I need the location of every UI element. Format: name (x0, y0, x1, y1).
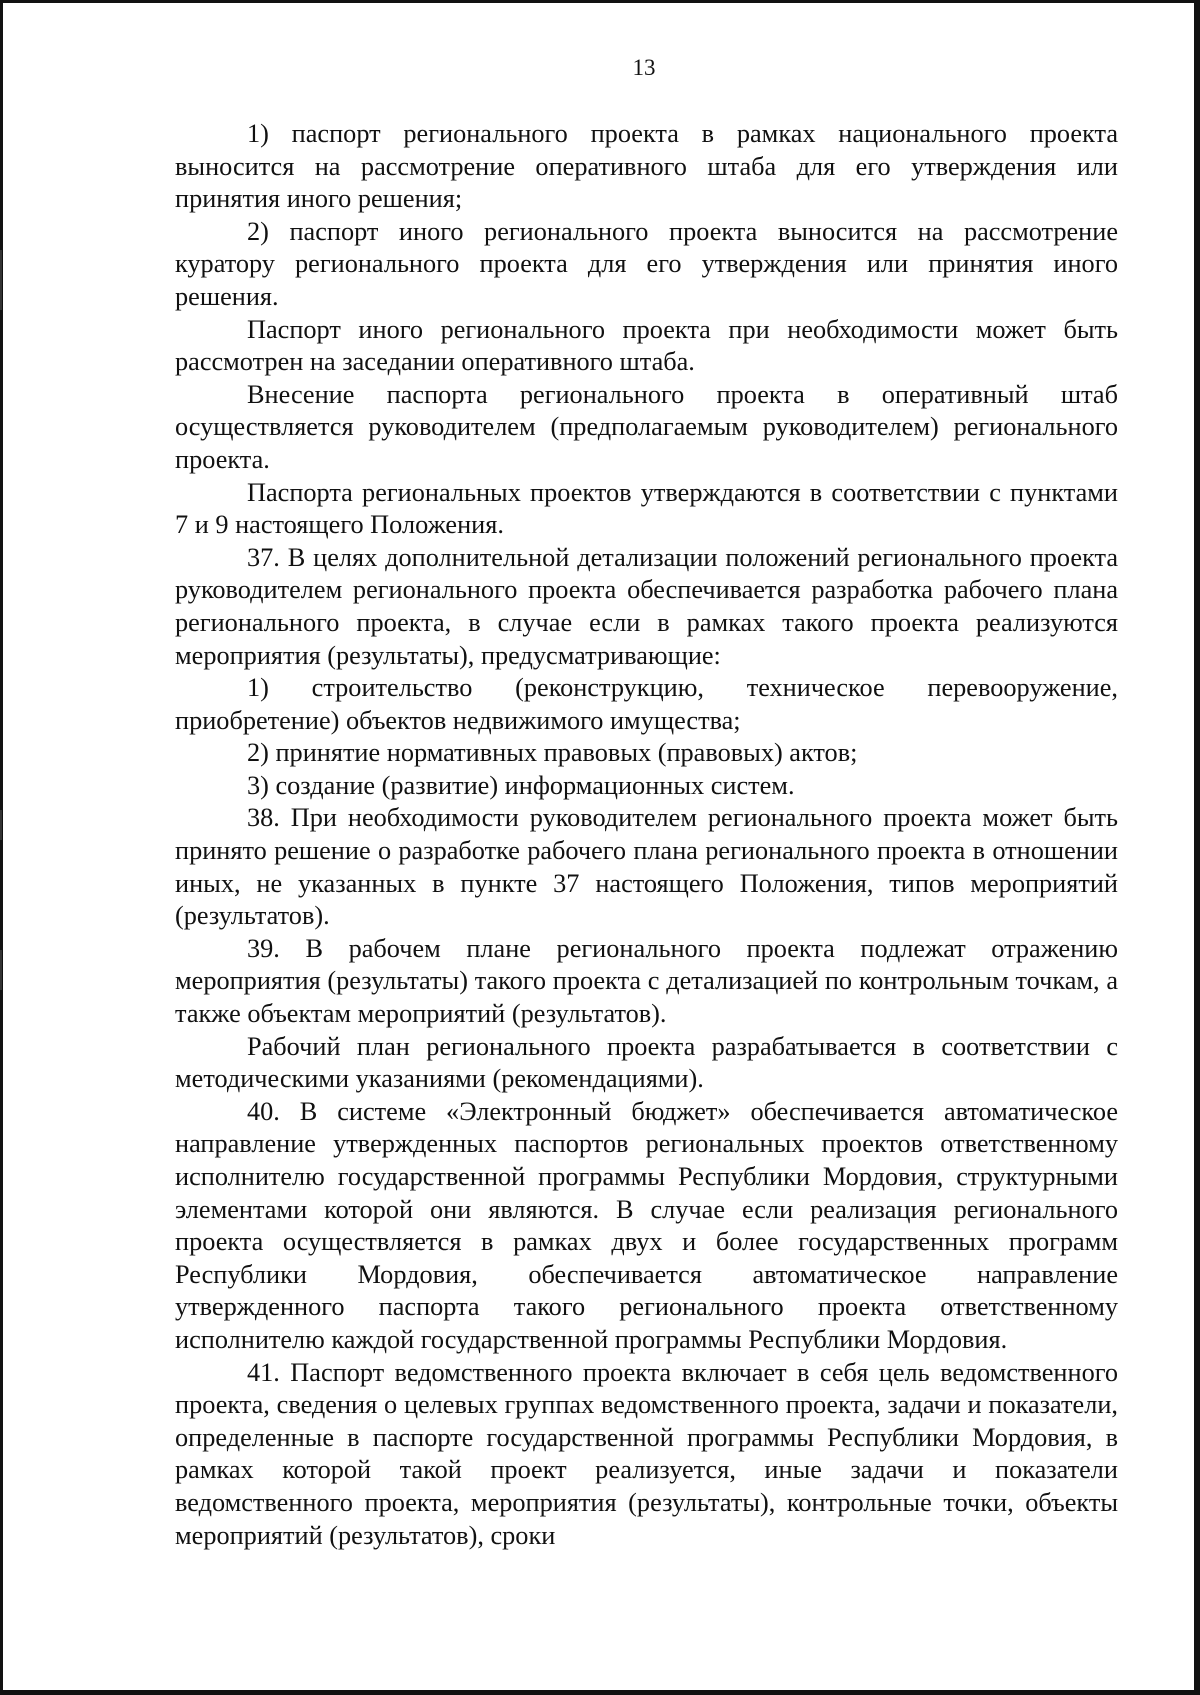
paragraph: 40. В системе «Электронный бюджет» обеспечивается автоматическое направление утвержденных паспортов региональных проектов ответственному исполнителю государственной программы Республики Мордовия, структурными элементами которой они являются. В случае если реализация регионального проекта осуществляется в рамках двух и более государственных программ Республики Мордовия, обеспечивается автоматическое направление утвержденного паспорта такого регионального проекта ответственному исполнителю каждой государственной программы Республики Мордовия. (175, 1096, 1118, 1354)
document-body (175, 118, 1118, 1552)
paragraph: Паспорта региональных проектов утверждаются в соответствии с пунктами 7 и 9 настоящего Положения. (175, 477, 1118, 540)
paragraph: Паспорт иного регионального проекта при необходимости может быть рассмотрен на заседании оперативного штаба. (175, 314, 1118, 377)
paragraph: 1) паспорт регионального проекта в рамках национального проекта выносится на рассмотрение оперативного штаба для его утверждения или принятия иного решения; (175, 119, 1118, 214)
paragraph: 2) принятие нормативных правовых (правовых) актов; (247, 738, 858, 768)
paragraph: Рабочий план регионального проекта разрабатывается в соответствии с методическими указаниями (рекомендациями). (175, 1031, 1118, 1094)
paragraph: Внесение паспорта регионального проекта в оперативный штаб осуществляется руководителем (предполагаемым руководителем) регионального проекта. (175, 379, 1118, 474)
scan-edge-mark (0, 810, 2, 840)
paragraph: 2) паспорт иного регионального проекта выносится на рассмотрение куратору регионального проекта для его утверждения или принятия иного решения. (175, 216, 1118, 311)
page-number: 13 (632, 55, 656, 80)
scan-edge-mark (0, 250, 2, 310)
paragraph: 3) создание (развитие) информационных систем. (247, 770, 795, 800)
paragraph: 39. В рабочем плане регионального проекта подлежат отражению мероприятия (результаты) такого проекта с детализацией по контрольным точкам, а также объектам мероприятий (результатов). (175, 933, 1118, 1029)
paragraph: 38. При необходимости руководителем регионального проекта может быть принято решение о разработке рабочего плана регионального проекта в отношении иных, не указанных в пункте 37 настоящего Положения, типов мероприятий (результатов). (175, 803, 1118, 931)
scan-edge-mark (0, 950, 2, 990)
paragraph: 37. В целях дополнительной детализации положений регионального проекта руководителем регионального проекта обеспечивается разработка рабочего плана регионального проекта, в случае если в рамках такого проекта реализуются мероприятия (результаты), предусматривающие: (175, 542, 1118, 670)
paragraph: 1) строительство (реконструкцию, техническое перевооружение, приобретение) объектов недвижимого имущества; (175, 673, 1118, 735)
paragraph: 41. Паспорт ведомственного проекта включает в себя цель ведомственного проекта, сведения о целевых группах ведомственного проекта, задачи и показатели, определенные в паспорте государственной программы Республики Мордовия, в рамках которой такой проект реализуется, иные задачи и показатели ведомственного проекта, мероприятия (результаты), контрольные точки, объекты мероприятий (результатов), сроки (175, 1357, 1118, 1550)
